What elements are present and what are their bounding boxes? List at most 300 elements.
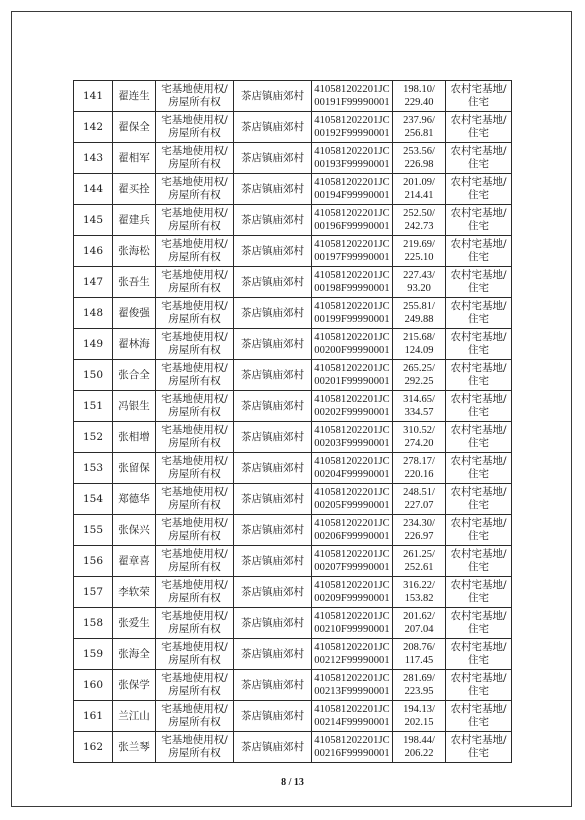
cell-owner-name: 张合全 [113,360,156,391]
cell-location: 茶店镇庙郊村 [234,639,312,670]
cell-area-line-2: 256.81 [404,128,434,139]
cell-usage [446,639,512,670]
cell-unit-code-line-1: 410581202201JC [314,704,390,715]
cell-unit-code [312,236,393,267]
cell-owner-name: 张爱生 [113,608,156,639]
cell-right-type [156,329,234,360]
cell-usage-line-1: 农村宅基地/ [450,703,507,715]
cell-right-type [156,267,234,298]
cell-serial-number: 148 [74,298,113,329]
cell-unit-code [312,174,393,205]
cell-serial-number: 141 [74,81,113,112]
table-row [74,236,512,267]
cell-area-line-1: 215.68/ [403,332,435,343]
cell-serial-number: 159 [74,639,113,670]
cell-location: 茶店镇庙郊村 [234,81,312,112]
cell-unit-code-line-2: 00210F99990001 [314,624,390,635]
cell-right-type-line-1: 宅基地使用权/ [161,424,228,436]
cell-usage-line-1: 农村宅基地/ [450,331,507,343]
cell-serial-number: 161 [74,701,113,732]
cell-area [393,143,446,174]
cell-usage [446,453,512,484]
cell-area [393,267,446,298]
cell-area-line-1: 310.52/ [403,425,435,436]
cell-right-type-line-2: 房屋所有权 [168,96,221,108]
cell-area-line-2: 206.22 [404,748,434,759]
cell-unit-code-line-2: 00209F99990001 [314,593,390,604]
cell-unit-code [312,298,393,329]
cell-serial-number: 157 [74,577,113,608]
table-row [74,732,512,763]
cell-area-line-1: 201.09/ [403,177,435,188]
cell-unit-code [312,391,393,422]
cell-usage-line-1: 农村宅基地/ [450,486,507,498]
cell-unit-code-line-1: 410581202201JC [314,549,390,560]
cell-usage-line-1: 农村宅基地/ [450,548,507,560]
cell-area [393,453,446,484]
table-row [74,453,512,484]
cell-unit-code-line-2: 00216F99990001 [314,748,390,759]
cell-usage-line-1: 农村宅基地/ [450,238,507,250]
cell-owner-name: 张相增 [113,422,156,453]
cell-area [393,546,446,577]
cell-unit-code [312,205,393,236]
cell-owner-name: 张保学 [113,670,156,701]
cell-area [393,360,446,391]
cell-location: 茶店镇庙郊村 [234,732,312,763]
cell-right-type-line-2: 房屋所有权 [168,747,221,759]
cell-owner-name: 翟买拴 [113,174,156,205]
cell-right-type-line-2: 房屋所有权 [168,313,221,325]
cell-usage-line-1: 农村宅基地/ [450,269,507,281]
cell-unit-code-line-2: 00212F99990001 [314,655,390,666]
cell-unit-code-line-2: 00193F99990001 [314,159,390,170]
cell-usage-line-2: 住宅 [468,375,489,387]
cell-area [393,298,446,329]
cell-location: 茶店镇庙郊村 [234,422,312,453]
cell-area [393,329,446,360]
cell-usage [446,577,512,608]
cell-right-type-line-1: 宅基地使用权/ [161,610,228,622]
cell-usage-line-2: 住宅 [468,437,489,449]
cell-usage-line-1: 农村宅基地/ [450,610,507,622]
cell-right-type [156,112,234,143]
cell-serial-number: 150 [74,360,113,391]
cell-unit-code-line-1: 410581202201JC [314,363,390,374]
cell-right-type-line-2: 房屋所有权 [168,375,221,387]
cell-area [393,608,446,639]
cell-usage-line-2: 住宅 [468,189,489,201]
cell-usage [446,174,512,205]
cell-usage [446,298,512,329]
cell-usage-line-1: 农村宅基地/ [450,517,507,529]
cell-right-type [156,81,234,112]
table-row [74,546,512,577]
cell-right-type-line-2: 房屋所有权 [168,282,221,294]
cell-usage-line-2: 住宅 [468,654,489,666]
cell-usage-line-1: 农村宅基地/ [450,300,507,312]
cell-right-type [156,484,234,515]
cell-area-line-1: 316.22/ [403,580,435,591]
cell-area [393,515,446,546]
cell-unit-code-line-2: 00194F99990001 [314,190,390,201]
cell-unit-code-line-2: 00213F99990001 [314,686,390,697]
cell-area-line-2: 124.09 [404,345,434,356]
cell-area-line-2: 117.45 [404,655,434,666]
table-row [74,484,512,515]
cell-right-type-line-1: 宅基地使用权/ [161,672,228,684]
cell-right-type-line-1: 宅基地使用权/ [161,517,228,529]
cell-right-type-line-1: 宅基地使用权/ [161,579,228,591]
table-row [74,608,512,639]
cell-usage [446,670,512,701]
cell-owner-name: 张海松 [113,236,156,267]
table-row [74,267,512,298]
cell-usage-line-1: 农村宅基地/ [450,455,507,467]
cell-unit-code-line-1: 410581202201JC [314,580,390,591]
cell-right-type-line-1: 宅基地使用权/ [161,331,228,343]
cell-unit-code [312,701,393,732]
cell-location: 茶店镇庙郊村 [234,112,312,143]
cell-usage-line-2: 住宅 [468,561,489,573]
cell-usage-line-2: 住宅 [468,530,489,542]
cell-right-type-line-1: 宅基地使用权/ [161,455,228,467]
cell-unit-code [312,112,393,143]
cell-serial-number: 142 [74,112,113,143]
cell-usage-line-1: 农村宅基地/ [450,393,507,405]
cell-area-line-2: 242.73 [404,221,434,232]
cell-unit-code-line-1: 410581202201JC [314,115,390,126]
table-row [74,298,512,329]
cell-usage-line-2: 住宅 [468,220,489,232]
cell-usage [446,205,512,236]
cell-area-line-1: 219.69/ [403,239,435,250]
cell-right-type [156,422,234,453]
cell-usage-line-2: 住宅 [468,592,489,604]
table-row [74,701,512,732]
cell-usage [446,515,512,546]
cell-area [393,422,446,453]
cell-serial-number: 160 [74,670,113,701]
cell-owner-name: 郑德华 [113,484,156,515]
cell-area [393,732,446,763]
cell-right-type [156,608,234,639]
cell-usage [446,236,512,267]
cell-location: 茶店镇庙郊村 [234,143,312,174]
cell-unit-code-line-1: 410581202201JC [314,146,390,157]
cell-unit-code-line-1: 410581202201JC [314,735,390,746]
cell-unit-code-line-2: 00198F99990001 [314,283,390,294]
cell-owner-name: 张海全 [113,639,156,670]
cell-usage-line-2: 住宅 [468,158,489,170]
cell-area-line-1: 261.25/ [403,549,435,560]
cell-right-type-line-1: 宅基地使用权/ [161,238,228,250]
cell-location: 茶店镇庙郊村 [234,670,312,701]
cell-serial-number: 153 [74,453,113,484]
cell-area-line-2: 226.97 [404,531,434,542]
cell-unit-code-line-2: 00200F99990001 [314,345,390,356]
cell-usage-line-2: 住宅 [468,282,489,294]
cell-unit-code-line-1: 410581202201JC [314,84,390,95]
cell-area-line-1: 234.30/ [403,518,435,529]
cell-usage-line-2: 住宅 [468,406,489,418]
cell-area-line-1: 253.56/ [403,146,435,157]
cell-location: 茶店镇庙郊村 [234,391,312,422]
cell-unit-code-line-2: 00201F99990001 [314,376,390,387]
cell-serial-number: 155 [74,515,113,546]
cell-location: 茶店镇庙郊村 [234,608,312,639]
table-row [74,639,512,670]
cell-unit-code-line-2: 00206F99990001 [314,531,390,542]
cell-right-type [156,546,234,577]
cell-location: 茶店镇庙郊村 [234,267,312,298]
cell-unit-code-line-2: 00196F99990001 [314,221,390,232]
cell-owner-name: 翟相军 [113,143,156,174]
cell-right-type [156,174,234,205]
cell-serial-number: 156 [74,546,113,577]
cell-area-line-2: 202.15 [404,717,434,728]
cell-area-line-1: 265.25/ [403,363,435,374]
cell-location: 茶店镇庙郊村 [234,515,312,546]
table-body [74,81,512,763]
cell-right-type-line-2: 房屋所有权 [168,437,221,449]
table-row [74,329,512,360]
cell-serial-number: 144 [74,174,113,205]
cell-right-type [156,453,234,484]
cell-right-type [156,577,234,608]
cell-usage-line-1: 农村宅基地/ [450,145,507,157]
cell-right-type-line-1: 宅基地使用权/ [161,393,228,405]
cell-area-line-1: 237.96/ [403,115,435,126]
cell-usage [446,143,512,174]
cell-owner-name: 翟俊强 [113,298,156,329]
cell-area [393,701,446,732]
cell-usage-line-1: 农村宅基地/ [450,734,507,746]
cell-unit-code-line-2: 00199F99990001 [314,314,390,325]
cell-unit-code-line-2: 00192F99990001 [314,128,390,139]
cell-area-line-1: 281.69/ [403,673,435,684]
cell-location: 茶店镇庙郊村 [234,205,312,236]
cell-unit-code [312,639,393,670]
cell-right-type [156,360,234,391]
cell-area-line-1: 194.13/ [403,704,435,715]
cell-usage-line-2: 住宅 [468,468,489,480]
cell-usage-line-2: 住宅 [468,499,489,511]
cell-area-line-2: 220.16 [404,469,434,480]
table-row [74,360,512,391]
cell-usage-line-1: 农村宅基地/ [450,362,507,374]
cell-usage-line-2: 住宅 [468,127,489,139]
cell-right-type-line-2: 房屋所有权 [168,158,221,170]
cell-area-line-1: 227.43/ [403,270,435,281]
cell-usage-line-1: 农村宅基地/ [450,672,507,684]
cell-area [393,205,446,236]
cell-unit-code [312,546,393,577]
cell-serial-number: 154 [74,484,113,515]
cell-owner-name: 张吾生 [113,267,156,298]
cell-right-type-line-1: 宅基地使用权/ [161,300,228,312]
table-row [74,81,512,112]
cell-usage-line-1: 农村宅基地/ [450,641,507,653]
cell-right-type-line-1: 宅基地使用权/ [161,548,228,560]
cell-area-line-2: 153.82 [404,593,434,604]
cell-location: 茶店镇庙郊村 [234,484,312,515]
registration-table [73,80,512,763]
cell-unit-code [312,422,393,453]
cell-usage [446,701,512,732]
cell-unit-code-line-2: 00205F99990001 [314,500,390,511]
cell-area-line-2: 227.07 [404,500,434,511]
table-row [74,422,512,453]
cell-usage-line-2: 住宅 [468,96,489,108]
cell-unit-code-line-1: 410581202201JC [314,177,390,188]
cell-area-line-1: 198.10/ [403,84,435,95]
cell-owner-name: 张留保 [113,453,156,484]
cell-usage [446,81,512,112]
cell-unit-code-line-1: 410581202201JC [314,487,390,498]
cell-area [393,639,446,670]
cell-unit-code [312,484,393,515]
cell-right-type-line-2: 房屋所有权 [168,716,221,728]
cell-right-type-line-2: 房屋所有权 [168,592,221,604]
cell-serial-number: 149 [74,329,113,360]
table-row [74,577,512,608]
cell-right-type-line-1: 宅基地使用权/ [161,486,228,498]
cell-location: 茶店镇庙郊村 [234,360,312,391]
cell-area-line-2: 225.10 [404,252,434,263]
cell-right-type [156,298,234,329]
cell-area-line-1: 252.50/ [403,208,435,219]
cell-usage-line-1: 农村宅基地/ [450,207,507,219]
table-row [74,515,512,546]
cell-serial-number: 152 [74,422,113,453]
cell-right-type-line-1: 宅基地使用权/ [161,734,228,746]
cell-usage-line-1: 农村宅基地/ [450,424,507,436]
cell-owner-name: 兰江山 [113,701,156,732]
cell-owner-name: 张兰琴 [113,732,156,763]
cell-right-type-line-1: 宅基地使用权/ [161,176,228,188]
cell-owner-name: 翟连生 [113,81,156,112]
cell-unit-code-line-1: 410581202201JC [314,456,390,467]
cell-unit-code [312,732,393,763]
cell-location: 茶店镇庙郊村 [234,174,312,205]
cell-usage [446,546,512,577]
cell-area-line-2: 226.98 [404,159,434,170]
cell-location: 茶店镇庙郊村 [234,701,312,732]
cell-area-line-2: 274.20 [404,438,434,449]
cell-unit-code-line-1: 410581202201JC [314,425,390,436]
cell-right-type-line-2: 房屋所有权 [168,406,221,418]
cell-usage-line-2: 住宅 [468,716,489,728]
cell-right-type-line-2: 房屋所有权 [168,251,221,263]
cell-unit-code-line-1: 410581202201JC [314,673,390,684]
cell-unit-code-line-2: 00203F99990001 [314,438,390,449]
cell-owner-name: 翟林海 [113,329,156,360]
cell-unit-code-line-1: 410581202201JC [314,332,390,343]
cell-location: 茶店镇庙郊村 [234,453,312,484]
cell-usage-line-2: 住宅 [468,685,489,697]
cell-right-type [156,701,234,732]
cell-serial-number: 162 [74,732,113,763]
cell-unit-code-line-2: 00197F99990001 [314,252,390,263]
cell-right-type-line-2: 房屋所有权 [168,623,221,635]
cell-unit-code-line-2: 00204F99990001 [314,469,390,480]
cell-right-type-line-1: 宅基地使用权/ [161,145,228,157]
cell-right-type [156,732,234,763]
cell-serial-number: 145 [74,205,113,236]
cell-unit-code-line-2: 00191F99990001 [314,97,390,108]
cell-usage [446,608,512,639]
cell-serial-number: 147 [74,267,113,298]
cell-unit-code-line-2: 00207F99990001 [314,562,390,573]
cell-serial-number: 158 [74,608,113,639]
cell-usage-line-2: 住宅 [468,344,489,356]
cell-location: 茶店镇庙郊村 [234,298,312,329]
cell-serial-number: 146 [74,236,113,267]
cell-area [393,174,446,205]
cell-unit-code [312,453,393,484]
cell-unit-code-line-1: 410581202201JC [314,518,390,529]
cell-usage [446,422,512,453]
cell-area-line-2: 334.57 [404,407,434,418]
cell-usage-line-1: 农村宅基地/ [450,579,507,591]
cell-owner-name: 李软荣 [113,577,156,608]
cell-owner-name: 翟建兵 [113,205,156,236]
cell-location: 茶店镇庙郊村 [234,329,312,360]
cell-serial-number: 143 [74,143,113,174]
cell-usage [446,732,512,763]
cell-unit-code-line-1: 410581202201JC [314,208,390,219]
cell-right-type-line-1: 宅基地使用权/ [161,641,228,653]
cell-unit-code [312,670,393,701]
cell-usage-line-1: 农村宅基地/ [450,176,507,188]
cell-area-line-1: 314.65/ [403,394,435,405]
cell-owner-name: 翟保全 [113,112,156,143]
cell-unit-code [312,360,393,391]
cell-area-line-2: 249.88 [404,314,434,325]
cell-right-type-line-2: 房屋所有权 [168,561,221,573]
table-row [74,391,512,422]
cell-right-type [156,670,234,701]
cell-right-type-line-2: 房屋所有权 [168,654,221,666]
cell-usage-line-2: 住宅 [468,623,489,635]
cell-area [393,670,446,701]
cell-unit-code-line-2: 00202F99990001 [314,407,390,418]
cell-area-line-2: 223.95 [404,686,434,697]
cell-area [393,236,446,267]
cell-usage-line-1: 农村宅基地/ [450,83,507,95]
cell-unit-code [312,81,393,112]
cell-area-line-2: 252.61 [404,562,434,573]
cell-unit-code-line-1: 410581202201JC [314,642,390,653]
cell-area [393,577,446,608]
cell-right-type [156,515,234,546]
cell-unit-code-line-1: 410581202201JC [314,270,390,281]
page-number: 8 / 13 [281,777,304,788]
cell-unit-code [312,329,393,360]
cell-right-type-line-2: 房屋所有权 [168,499,221,511]
cell-area [393,484,446,515]
cell-unit-code [312,143,393,174]
cell-right-type-line-2: 房屋所有权 [168,220,221,232]
cell-area-line-2: 229.40 [404,97,434,108]
cell-usage-line-1: 农村宅基地/ [450,114,507,126]
cell-right-type-line-1: 宅基地使用权/ [161,207,228,219]
cell-unit-code [312,577,393,608]
cell-unit-code-line-1: 410581202201JC [314,239,390,250]
cell-usage-line-2: 住宅 [468,747,489,759]
cell-area-line-1: 198.44/ [403,735,435,746]
